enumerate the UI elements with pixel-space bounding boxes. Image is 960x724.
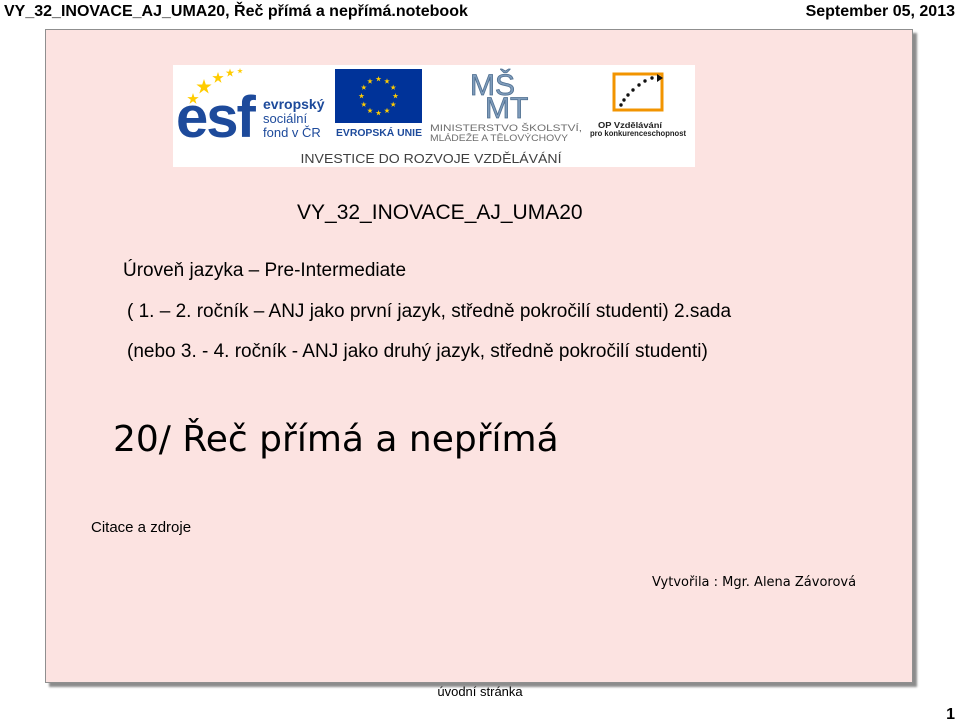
eu-logo [335,69,422,139]
document-date: September 05, 2013 [805,3,955,20]
op-dot [650,76,653,79]
material-code: VY_32_INOVACE_AJ_UMA20 [297,201,583,224]
msmt-line-2: MLÁDEŽE A TĚLOVÝCHOVY [430,133,568,143]
esf-line-1: evropský [263,96,325,112]
logo-banner [173,65,695,167]
eu-label: EVROPSKÁ UNIE [336,127,423,139]
msmt-mark-top: MŠ [470,69,515,102]
op-line-1: OP Vzdělávání [598,121,663,130]
op-dot [626,93,629,96]
esf-line-2: sociální [263,111,308,126]
msmt-mark-bottom: MT [485,92,529,125]
target-grades-second: (nebo 3. - 4. ročník - ANJ jako druhý jazyk, středně pokročilí studenti) [127,341,708,362]
notebook-page [45,29,913,683]
banner-tagline: INVESTICE DO ROZVOJE VZDĚLÁVÁNÍ [300,151,562,166]
msmt-line-1: MINISTERSTVO ŠKOLSTVÍ, [430,123,582,133]
page-number: 1 [946,706,955,723]
esf-line-3: fond v ČR [263,125,321,140]
op-dot [619,103,622,106]
lesson-topic: 20/ Řeč přímá a nepřímá [113,419,559,460]
op-dot [643,79,646,82]
page-name: úvodní stránka [437,684,523,699]
author-credit: Vytvořila : Mgr. Alena Závorová [652,575,857,590]
esf-mark: esf [176,85,254,150]
document-title: VY_32_INOVACE_AJ_UMA20, Řeč přímá a nepřímá.notebook [4,3,468,20]
language-level: Úroveň jazyka – Pre-Intermediate [123,260,407,281]
op-line-2: pro konkurenceschopnost [590,129,687,138]
op-dot [622,98,625,101]
target-grades-first: ( 1. – 2. ročník – ANJ jako první jazyk, středně pokročilí studenti) 2.sada [127,301,732,322]
sources-link[interactable]: Citace a zdroje [91,519,192,536]
op-dot [637,83,640,86]
op-dot [631,88,634,91]
